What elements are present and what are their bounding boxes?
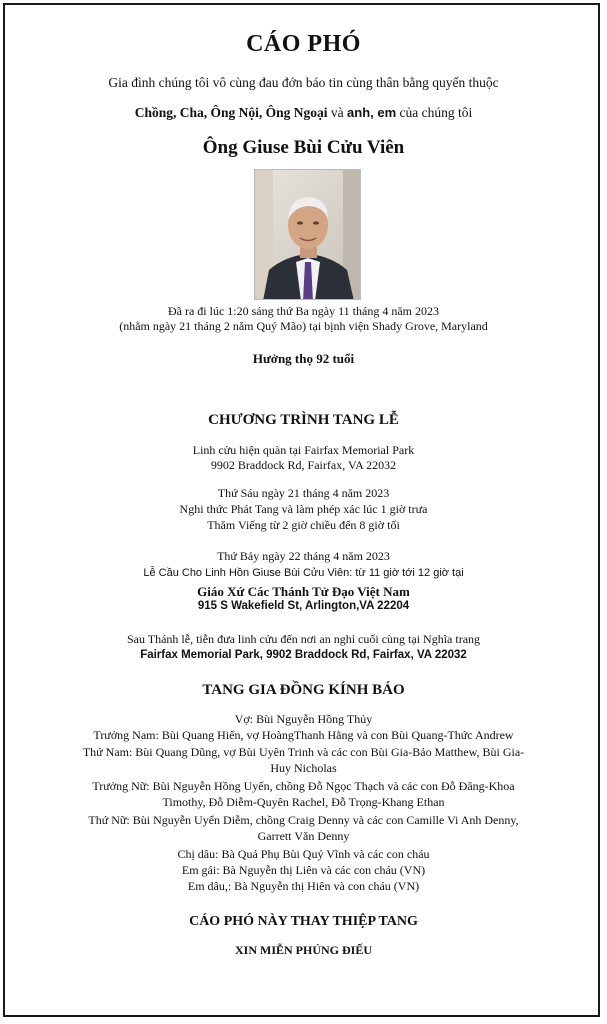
relations-siblings: anh, em (347, 105, 397, 120)
deceased-name: Ông Giuse Bùi Cửu Viên (202, 137, 405, 158)
friday-line-1: Nghi thức Phát Tang và làm phép xác lúc 1 giờ trưa (179, 502, 428, 516)
family-member-sister-in-law: Chị dâu: Bà Quả Phụ Bùi Quý Vĩnh và các con cháu (177, 847, 430, 861)
closing-line-1: CÁO PHÓ NÀY THAY THIỆP TANG (189, 914, 418, 929)
intro-text: Gia đình chúng tôi vô cùng đau đớn báo tin cùng thân bằng quyến thuộc (108, 75, 499, 90)
family-member-younger-sister: Em gái: Bà Nguyễn thị Liên và các con cháu (VN) (181, 863, 426, 877)
burial-line-1: Sau Thánh lễ, tiễn đưa linh cửu đến nơi an nghỉ cuối cùng tại Nghĩa trang (126, 632, 481, 646)
death-line-1: Đã ra đi lúc 1:20 sáng thứ Ba ngày 11 tháng 4 năm 2023 (167, 304, 439, 318)
portrait-photo (254, 169, 361, 300)
program-location-1: Linh cửu hiện quàn tại Fairfax Memorial Park (192, 443, 415, 457)
closing-line-2: XIN MIỄN PHÚNG ĐIẾU (234, 943, 372, 957)
friday-line-2: Thăm Viếng từ 2 giờ chiều đến 8 giờ tối (207, 518, 400, 532)
relations-tail: của chúng tôi (396, 105, 473, 120)
church-address: 915 S Wakefield St, Arlington,VA 22204 (197, 600, 410, 612)
relations-bold: Chồng, Cha, Ông Nội, Ông Ngoại (134, 105, 328, 120)
relations-line (5, 105, 602, 121)
burial-line-2: Fairfax Memorial Park, 9902 Braddock Rd, Fairfax, VA 22032 (140, 649, 467, 661)
friday-date: Thứ Sáu ngày 21 tháng 4 năm 2023 (217, 486, 390, 500)
family-member-second-son: Thứ Nam: Bùi Quang Dũng, vợ Bùi Uyên Trinh và các con Bùi Gia-Bảo Matthew, Bùi Gia- (82, 745, 525, 759)
death-line-2: (nhằm ngày 21 tháng 2 năm Quý Mão) tại bịnh viện Shady Grove, Maryland (119, 319, 488, 333)
saturday-date: Thứ Bảy ngày 22 tháng 4 năm 2023 (217, 549, 390, 563)
obituary-frame (3, 3, 600, 1017)
family-member-wife: Vợ: Bùi Nguyễn Hồng Thủy (234, 712, 373, 726)
family-member-eldest-daughter: Trưởng Nữ: Bùi Nguyễn Hồng Uyển, chồng Đỗ Ngọc Thạch và các con Đỗ Đăng-Khoa (92, 779, 515, 793)
program-location-2: 9902 Braddock Rd, Fairfax, VA 22032 (210, 458, 397, 472)
family-member-younger-sister-in-law: Em dâu,: Bà Nguyễn thị Hiên và con cháu (VN) (187, 879, 420, 893)
relations-and: và (327, 105, 348, 120)
family-heading: TANG GIA ĐỒNG KÍNH BÁO (202, 682, 405, 698)
family-member-second-daughter: Thứ Nữ: Bùi Nguyễn Uyển Diễm, chồng Craig Denny và các con Camille Vi Anh Denny, (88, 813, 519, 827)
family-member-second-daughter-cont: Garrett Văn Denny (257, 829, 350, 843)
mass-line: Lễ Cầu Cho Linh Hồn Giuse Bùi Cửu Viên: từ 11 giờ tới 12 giờ tại (143, 567, 464, 579)
program-heading: CHƯƠNG TRÌNH TANG LỄ (208, 412, 399, 428)
church-name: Giáo Xứ Các Thánh Tử Đạo Việt Nam (197, 584, 410, 599)
age-text: Hưởng thọ 92 tuổi (252, 351, 355, 366)
family-member-eldest-son: Trưởng Nam: Bùi Quang Hiển, vợ HoàngThanh Hằng và con Bùi Quang-Thức Andrew (93, 728, 514, 742)
family-member-eldest-daughter-cont: Timothy, Đỗ Diễm-Quyên Rachel, Đỗ Trọng-Khang Ethan (162, 795, 445, 809)
page-title: CÁO PHÓ (246, 31, 361, 57)
family-member-second-son-cont: Huy Nicholas (270, 761, 337, 775)
